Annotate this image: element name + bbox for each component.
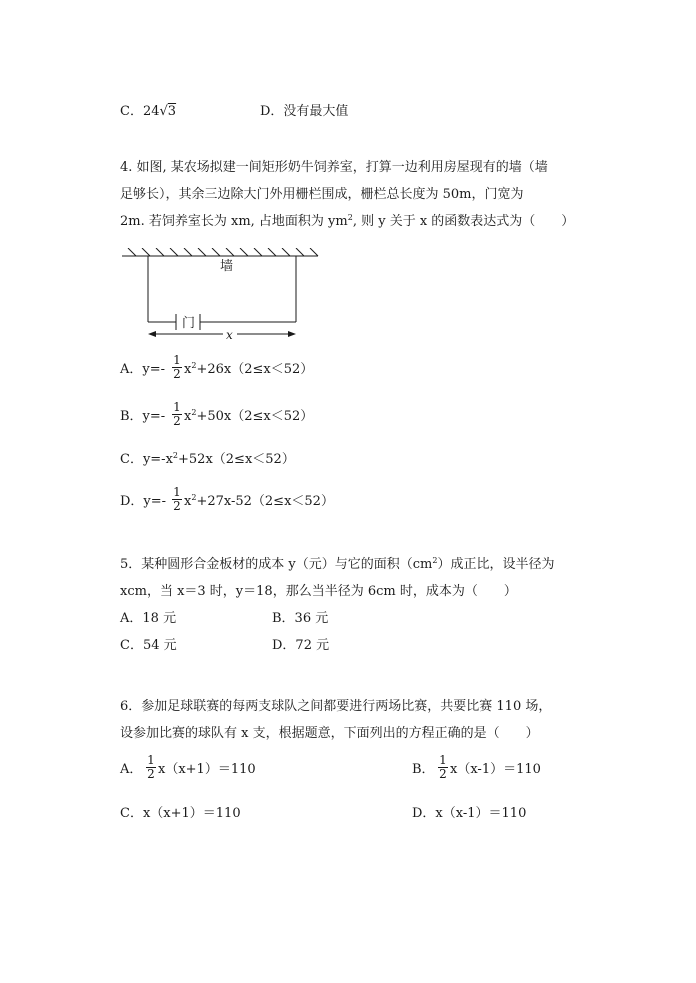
q4-stem-line3-pre: 2m. 若饲养室长为 xm, 占地面积为 ym: [120, 214, 348, 229]
expr-sup: 2: [191, 361, 197, 370]
fraction-denominator: 2: [173, 367, 181, 381]
fraction-denominator: 2: [173, 499, 181, 513]
q4-stem-line1: 4. 如图, 某农场拟建一间矩形奶牛饲养室，打算一边利用房屋现有的墙（墙: [120, 160, 548, 175]
q6-option-c: C．x（x+1）＝110: [120, 806, 241, 821]
expr-pre: x: [184, 409, 192, 424]
expr-post: +50x（2≤x＜52）: [196, 409, 314, 424]
q4-option-d-label: D．y=-: [120, 494, 167, 509]
q3-option-c-text: C．24: [120, 104, 160, 119]
q4-option-a-label: A．y=-: [120, 362, 166, 377]
farm-diagram: [120, 248, 320, 344]
q6-stem-line1: 6．参加足球联赛的每两支球队之间都要进行两场比赛，共要比赛 110 场，: [120, 699, 552, 714]
q6-option-d: D．x（x-1）＝110: [412, 806, 527, 821]
fraction-numerator: 1: [173, 353, 181, 367]
q4-option-c: [120, 452, 295, 468]
q5-line1-sup: 2: [432, 556, 438, 565]
length-arrow-left: [148, 331, 156, 337]
expr-pre: x: [184, 494, 192, 509]
length-label: x: [226, 328, 233, 342]
expr-sup: 2: [191, 408, 197, 417]
q5-stem-line1: [120, 557, 554, 573]
q6-stem-line2: 设参加比赛的球队有 x 支，根据题意，下面列出的方程正确的是（ ）: [120, 726, 539, 741]
q4-option-d-expr: [184, 494, 334, 510]
fraction-numerator: 1: [147, 753, 155, 767]
q6-option-a-label: A．: [120, 762, 143, 777]
fraction-numerator: 1: [173, 485, 181, 499]
fraction-denominator: 2: [147, 767, 155, 781]
q4-option-b-expr: [184, 409, 313, 425]
fraction-numerator: 1: [439, 753, 447, 767]
q4-option-d-fraction: [172, 486, 182, 513]
gate-label: 门: [182, 316, 196, 331]
fraction-numerator: 1: [173, 400, 181, 414]
q5-option-b: B．36 元: [272, 611, 329, 626]
q4-option-b-fraction: [172, 401, 182, 428]
q4-stem-line3-sup: 2: [347, 213, 353, 222]
q6-option-b-label: B．: [412, 762, 435, 777]
q5-line1-pre: 5．某种圆形合金板材的成本 y（元）与它的面积（cm: [120, 557, 433, 572]
wall-label: 墙: [220, 259, 234, 274]
q6-option-a-fraction: [146, 754, 156, 781]
expr-sup: 2: [191, 493, 197, 502]
q4-option-a-fraction: [172, 354, 182, 381]
fraction-denominator: 2: [439, 767, 447, 781]
q4-stem-line2: 足够长），其余三边除大门外用栅栏围成，栅栏总长度为 50m，门宽为: [120, 187, 524, 202]
q3-option-d: D．没有最大值: [260, 104, 349, 119]
q5-option-c: C．54 元: [120, 638, 177, 653]
q6-option-b-expr: x（x-1）＝110: [450, 762, 541, 777]
q5-option-a: A．18 元: [120, 611, 177, 626]
wall-hatching: [128, 248, 318, 256]
expr-post: +26x（2≤x＜52）: [196, 362, 314, 377]
q4-option-a-expr: [184, 362, 313, 378]
q5-stem-line2: xcm，当 x＝3 时，y＝18，那么当半径为 6cm 时，成本为（ ）: [120, 584, 517, 599]
fraction-denominator: 2: [173, 414, 181, 428]
option-c-label: C．y=-x: [120, 452, 173, 467]
expr-post: +52x（2≤x＜52）: [178, 452, 295, 467]
q3-option-c: [120, 104, 176, 120]
sqrt-radicand: 3: [167, 104, 177, 119]
q5-line1-post: ）成正比，设半径为: [437, 557, 555, 572]
expr-post: +27x-52（2≤x＜52）: [196, 494, 334, 509]
q4-stem-line3-post: , 则 y 关于 x 的函数表达式为（ ）: [352, 214, 575, 229]
expr-sup: 2: [172, 451, 179, 460]
q6-option-b-fraction: [438, 754, 448, 781]
sqrt-sign: √: [159, 104, 168, 119]
q4-option-b-label: B．y=-: [120, 409, 166, 424]
expr-pre: x: [184, 362, 192, 377]
q4-stem-line3: [120, 214, 574, 230]
length-arrow-right: [288, 331, 296, 337]
q6-option-a-expr: x（x+1）＝110: [158, 762, 256, 777]
q5-option-d: D．72 元: [272, 638, 330, 653]
